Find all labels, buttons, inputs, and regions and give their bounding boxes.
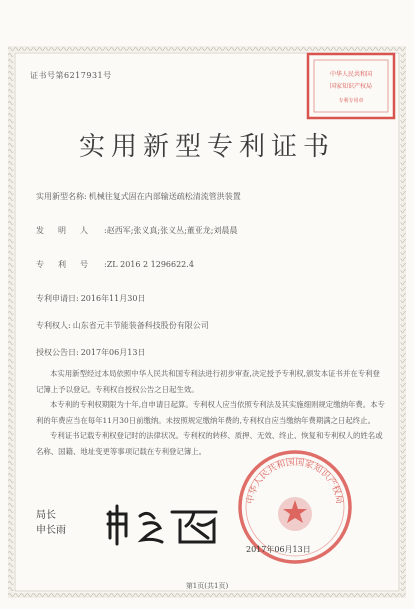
- seal-icon: [306, 52, 396, 120]
- svg-text:中华人民共和国国家知识产权局: 中华人民共和国国家知识产权局: [245, 457, 345, 505]
- utility-model-name-value: 机械往复式固在内部输送疏松清流管洪装置: [88, 192, 241, 201]
- inventors-label: 发明人: [36, 226, 102, 235]
- director-role-label: 局长: [36, 510, 56, 521]
- certificate-title: 实用新型专利证书: [78, 132, 335, 162]
- page-footer: 第1页(共1页): [185, 582, 229, 590]
- filing-date-label: 专利申请日:: [36, 294, 79, 303]
- director-name-label: 申长雨: [36, 525, 66, 536]
- svg-text:专利专用章: 专利专用章: [338, 98, 364, 104]
- patent-number-value: :ZL 2016 2 1296622.4: [104, 260, 194, 269]
- body-paragraph-2: 本专利的专利权期限为十年,自申请日起算。专利权人应当依照专利法及其实施细则规定缴纳年费。本专利的年费应当在每年11月30日前缴纳。未按照规定缴纳年费的,专利权自应当缴纳年费期满之日起终止。: [36, 400, 385, 425]
- patentee-field: [36, 320, 209, 331]
- inventors-value: :赵西军;张义真;张义丛;董亚龙;刘晨晨: [104, 226, 238, 235]
- patent-number-label: 专利号: [36, 260, 102, 269]
- certificate-body: [36, 366, 386, 459]
- patent-number-field: [36, 259, 194, 270]
- body-paragraph-3: 专利证书记载专利权登记时的法律状况。专利权的转移、质押、无效、终止、恢复和专利权人的姓名或名称、国籍、地址变更等事项记载在专利登记簿上。: [36, 431, 383, 456]
- patentee-label: 专利权人:: [36, 321, 71, 330]
- seal-date: 2017年06月13日: [246, 545, 311, 554]
- svg-text:国家知识产权局: 国家知识产权局: [329, 83, 373, 90]
- handwritten-signature-icon: [104, 502, 224, 546]
- utility-model-name-label: 实用新型名称:: [36, 192, 87, 201]
- utility-model-name-field: [36, 191, 241, 202]
- inventors-field: [36, 225, 237, 236]
- director-signature-block: [36, 508, 66, 538]
- patentee-value: 山东省元丰节能装备科技股份有限公司: [72, 321, 209, 330]
- svg-text:中华人民共和国: 中华人民共和国: [329, 71, 373, 78]
- grant-date-field: [36, 347, 145, 358]
- body-paragraph-1: 本实用新型经过本局依照中华人民共和国专利法进行初步审查,决定授予专利权,颁发本证书并在专利登记簿上予以登记。专利权自授权公告之日起生效。: [36, 369, 380, 394]
- grant-date-value: 2017年06月13日: [80, 348, 146, 357]
- filing-date-field: [36, 293, 145, 304]
- filing-date-value: 2016年11月30日: [80, 294, 146, 303]
- certificate-number: 证书号第6217931号: [30, 71, 112, 80]
- grant-date-label: 授权公告日:: [36, 348, 79, 357]
